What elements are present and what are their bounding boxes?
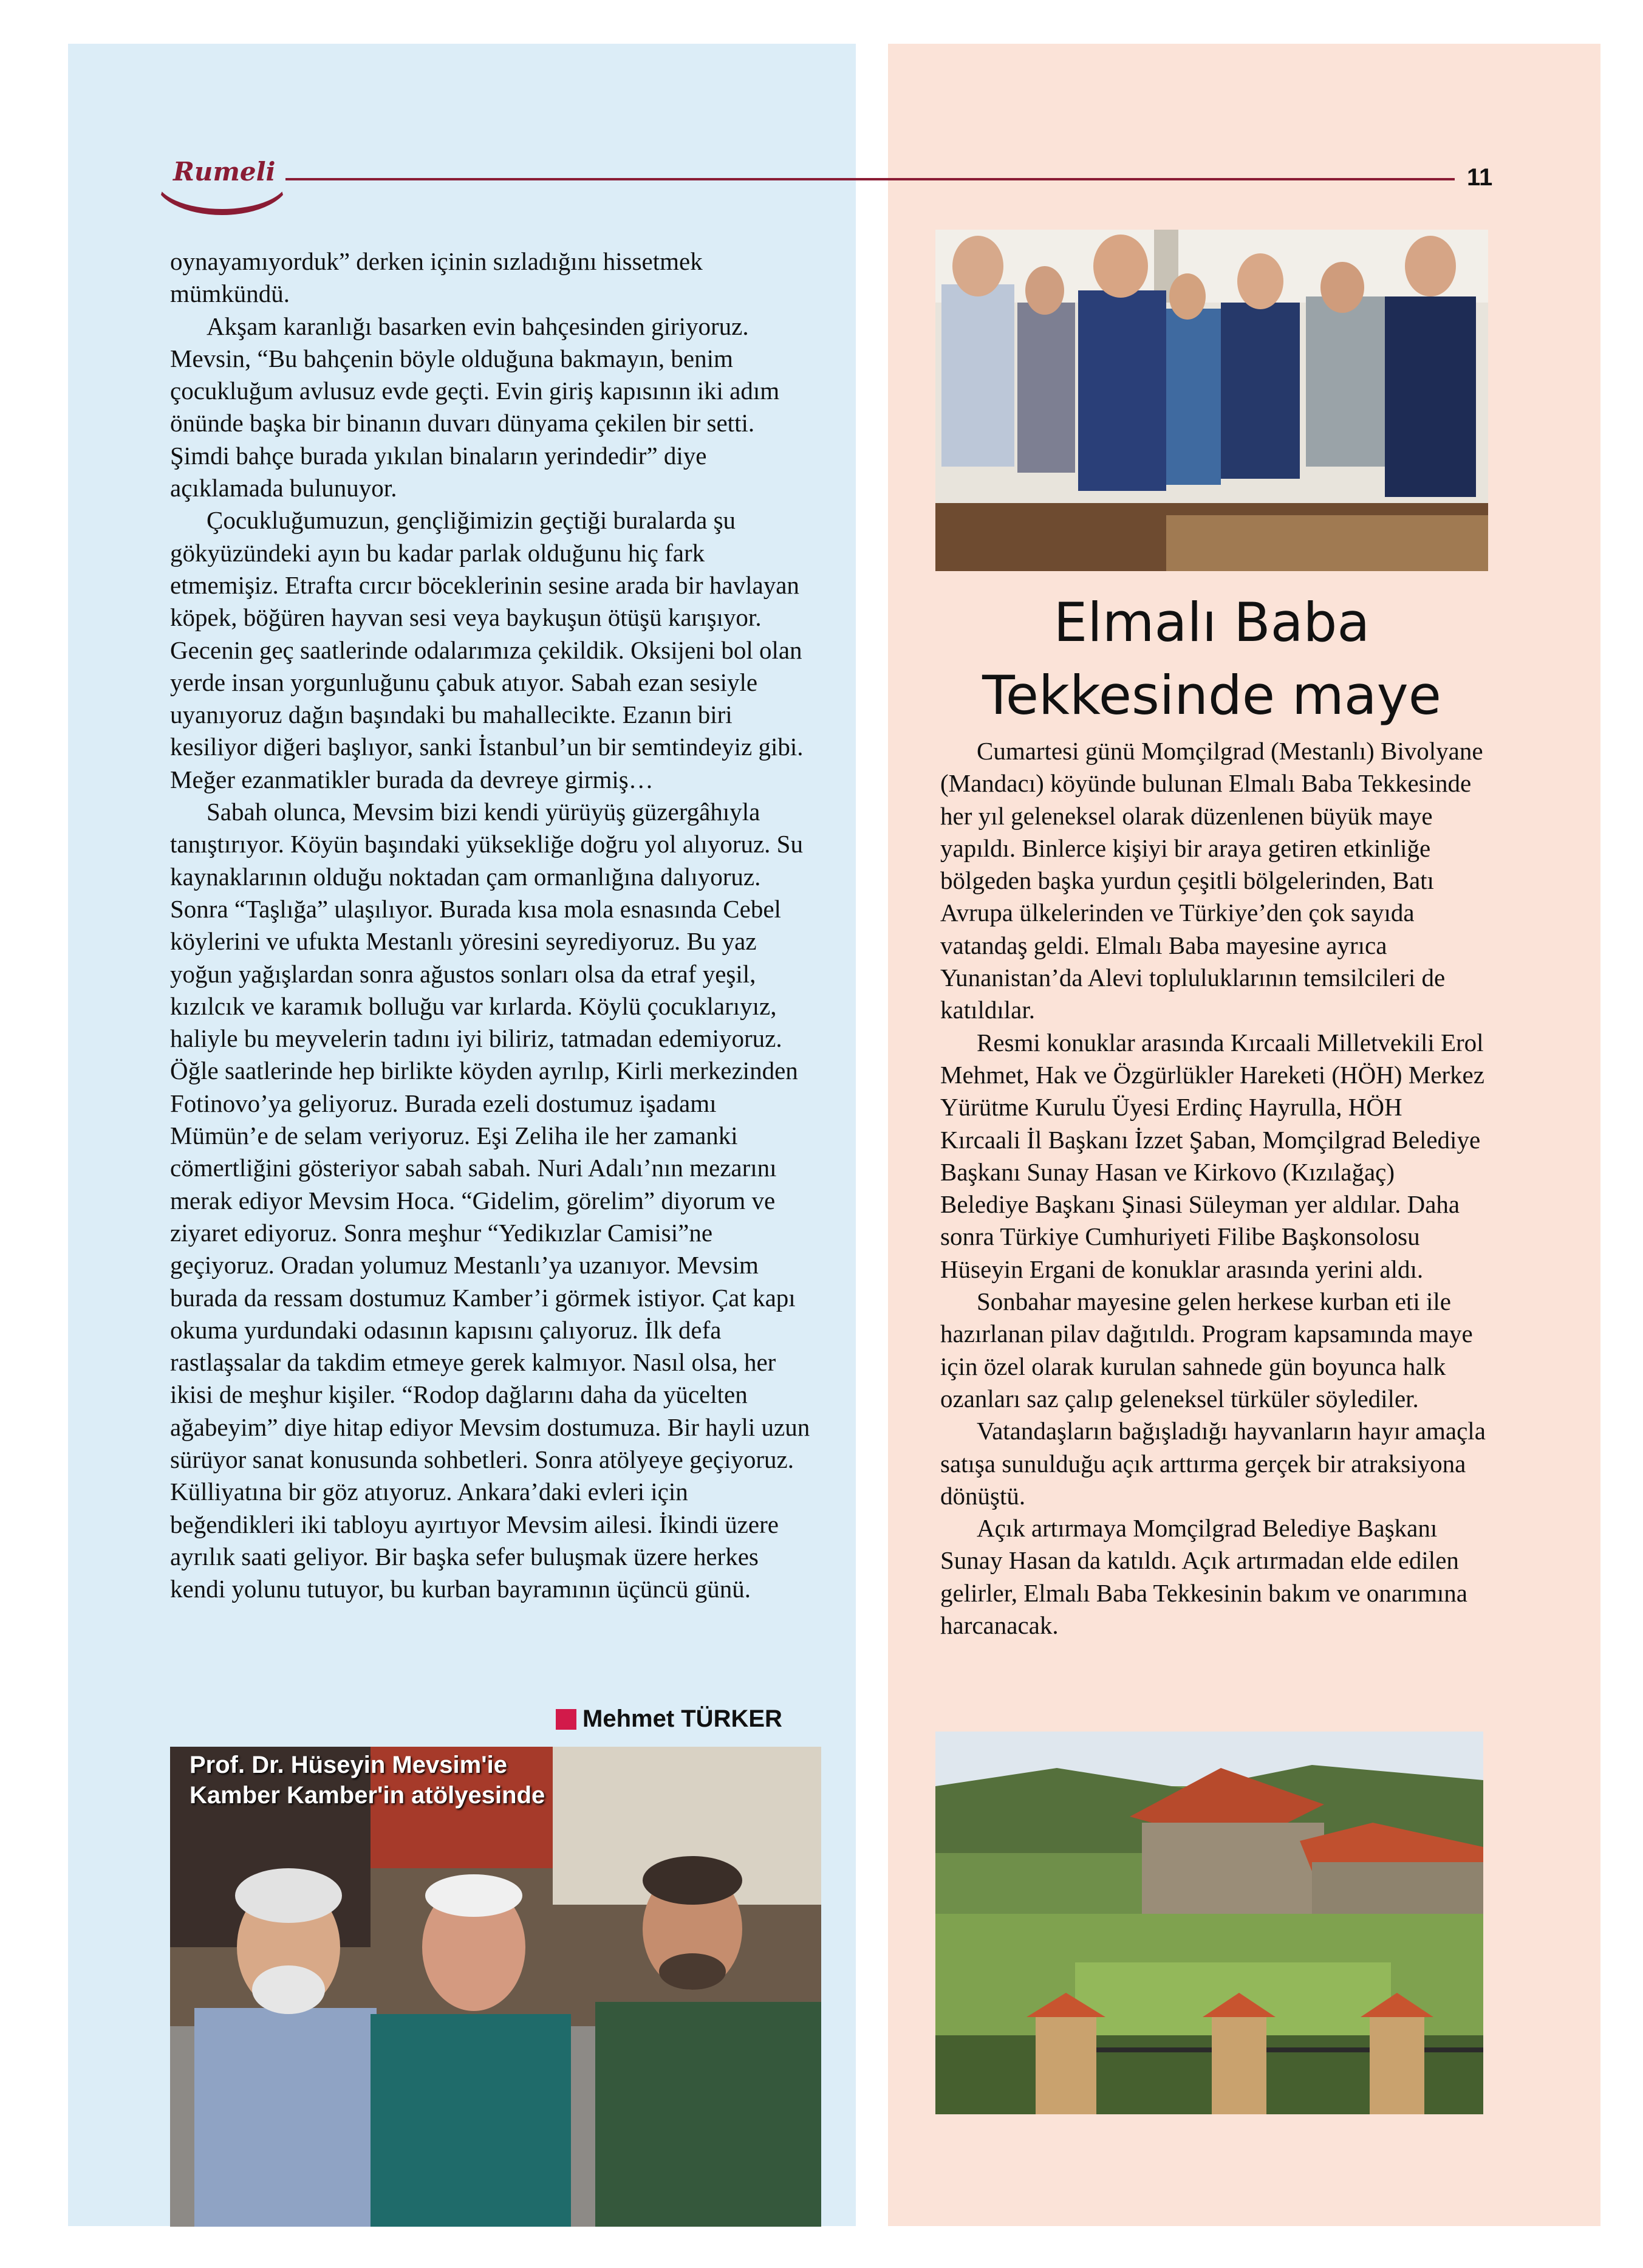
left-paragraph: Akşam karanlığı basarken evin bahçesinden giriyoruz. Mevsin, “Bu bahçenin böyle olduğuna bakmayın, benim çocukluğum avlusuz evde geçti. Evin giriş kapısının iki adım önünde başka bir binanın duvarı dünyama çekilen bir setti. Şimdi bahçe burada yıkılan binaların yerindedir” diye açıklamada bulunuyor. [170, 312, 780, 502]
logo-text: Rumeli [173, 157, 276, 187]
byline-marker [556, 1709, 576, 1730]
right-paragraph: Resmi konuklar arasında Kırcaali Milletvekili Erol Mehmet, Hak ve Özgürlükler Hareketi (HÖH) Merkez Yürütme Kurulu Üyesi Erdinç Hayrulla, HÖH Kırcaali İl Başkanı İzzet Şaban, Momçilgrad Belediye Başkanı Sunay Hasan ve Kirkovo (Kızılağaç) Belediye Başkanı Şinasi Süleyman yer aldılar. Daha sonra Türkiye Cumhuriyeti Filibe Başkonsolosu Hüseyin Ergani de konuklar arasında yerini aldı. [940, 1028, 1484, 1283]
page-number: 11 [1467, 164, 1493, 191]
author-byline [556, 1705, 782, 1733]
article-headline [935, 586, 1488, 732]
left-article-body [170, 245, 814, 1605]
photo-officials-group [935, 230, 1488, 571]
caption-line: Kamber Kamber'in atölyesinde [190, 1782, 545, 1809]
photo-three-men [170, 1747, 821, 2227]
headline-line: Tekkesinde maye [982, 664, 1441, 727]
header-rule [285, 178, 1455, 180]
right-paragraph: Açık artırmaya Momçilgrad Belediye Başkanı Sunay Hasan da katıldı. Açık artırmadan elde edilen gelirler, Elmalı Baba Tekkesinin bakım ve onarımına harcanacak. [940, 1514, 1468, 1640]
photo-tekke-building [935, 1732, 1483, 2114]
left-paragraph: Çocukluğumuzun, gençliğimizin geçtiği buralarda şu gökyüzündeki ayın bu kadar parlak olduğunu hiç fark etmemişiz. Etrafta cırcır böceklerinin sesine arada bir havlayan köpek, böğüren hayvan sesi veya baykuşun ötüşü karışıyor. Gecenin geç saatlerinde odalarımıza çekildik. Oksijeni bol olan yerde insan yorgunluğunu çabuk atıyor. Sabah ezan sesiyle uyanıyoruz dağın başındaki bu mahallecikte. Ezanın biri kesiliyor diğeri başlıyor, sanki İstanbul’un bir semtindeyiz gibi. Meğer ezanmatikler burada da devreye girmiş… [170, 506, 804, 793]
right-paragraph: Cumartesi günü Momçilgrad (Mestanlı) Bivolyane (Mandacı) köyünde bulunan Elmalı Baba Tekkesinde her yıl geleneksel olarak düzenlenen büyük maye yapıldı. Binlerce kişiyi bir araya getiren etkinliğe bölgeden başka yurdun çeşitli bölgelerinden, Batı Avrupa ülkelerinden ve Türkiye’den çok sayıda vatandaş geldi. Elmalı Baba mayesine ayrıca Yunanistan’da Alevi topluluklarının temsilcileri de katıldılar. [940, 737, 1483, 1024]
left-paragraph: Sabah olunca, Mevsim bizi kendi yürüyüş güzergâhıyla tanıştırıyor. Köyün başındaki yüksekliğe doğru yol alıyoruz. Su kaynaklarının olduğu noktadan çam ormanlığına dalıyoruz. Sonra “Taşlığa” ulaşılıyor. Burada kısa mola esnasında Cebel köylerini ve ufukta Mestanlı yöresini seyrediyoruz. Bu yaz yoğun yağışlardan sonra ağustos sonları olsa da etraf yeşil, kızılcık ve karamık bolluğu var kırlarda. Köylü çocuklarıyız, haliyle bu meyvelerin tadını iyi biliriz, tatmadan edemiyoruz. Öğle saatlerinde hep birlikte köyden ayrılıp, Kirli merkezinden Fotinovo’ya geliyoruz. Burada ezeli dostumuz işadamı Mümün’e de selam veriyoruz. Eşi Zeliha ile her zamanki cömertliğini gösteriyor sabah sabah. Nuri Adalı’nın mezarını merak ediyor Mevsim Hoca. “Gidelim, görelim” diyorum ve ziyaret ediyoruz. Sonra meşhur “Yedikızlar Camisi”ne geçiyoruz. Oradan yolumuz Mestanlı’ya uzanıyor. Mevsim burada da ressam dostumuz Kamber’i görmek istiyor. Çat kapı okuma yurdundaki odasının kapısını çalıyoruz. İlk defa rastlaşsalar da takdim etmeye gerek kalmıyor. Nasıl olsa, her ikisi de meşhur kişiler. “Rodop dağlarını daha da yücelten ağabeyim” diye hitap ediyor Mevsim dostumuza. Bir hayli uzun sürüyor sanat konusunda sohbetleri. Sonra atölyeye geçiyoruz. Külliyatına bir göz atıyoruz. Ankara’daki evleri için beğendikleri iki tabloyu ayırtıyor Mevsim ailesi. İkindi üzere ayrılık saati geliyor. Bir başka sefer buluşmak üzere herkes kendi yolunu tutuyor, bu kurban bayramının üçüncü günü. [170, 798, 810, 1603]
right-article-body [940, 735, 1487, 1642]
headline-line: Elmalı Baba [1053, 591, 1370, 654]
author-name: Mehmet TÜRKER [582, 1705, 782, 1732]
right-paragraph: Vatandaşların bağışladığı hayvanların hayır amaçla satışa sunulduğu açık arttırma gerçek bir atraksiyona dönüştü. [940, 1417, 1486, 1510]
photo-caption [190, 1750, 651, 1811]
right-paragraph: Sonbahar mayesine gelen herkese kurban eti ile hazırlanan pilav dağıtıldı. Program kapsamında maye için özel olarak kurulan sahnede gün boyunca halk ozanları saz çalıp geleneksel türküler söylediler. [940, 1287, 1473, 1413]
caption-line: Prof. Dr. Hüseyin Mevsim'ie [190, 1752, 508, 1778]
magazine-logo [155, 146, 292, 218]
left-paragraph: oynayamıyorduk” derken içinin sızladığını hissetmek mümkündü. [170, 247, 703, 308]
